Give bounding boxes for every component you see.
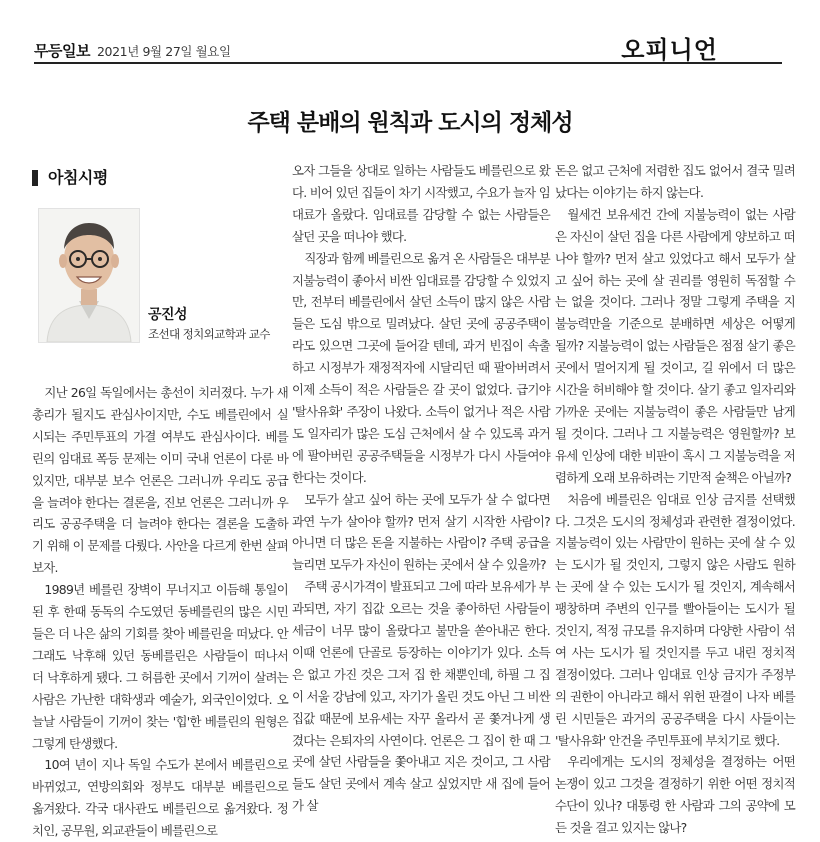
author-portrait-icon xyxy=(39,209,139,342)
author-affiliation: 조선대 정치외교학과 교수 xyxy=(148,327,270,341)
article-headline: 주택 분배의 원칙과 도시의 정체성 xyxy=(247,109,573,136)
paragraph: 10여 년이 지나 독일 수도가 본에서 베를린으로 바뀌었고, 연방의회와 정부도 대부분 베를린으로 옮겨왔다. 각국 대사관도 베를린으로 옮겨왔다. 정치인, 공무원, 외교관들이 베를린으로 xyxy=(32,757,288,839)
paragraph: 지난 26일 독일에서는 총선이 치러졌다. 누가 새 총리가 될지도 관심사이지만, 수도 베를린에서 실시되는 주민투표의 가결 여부도 관심사이다. 베를린의 임대료 폭등 문제는 이미 국내 언론이 다룬 바 있지만, 대부분 보수 언론은 그러니까 우리도 공급을 늘려야 한다는 결론을, 진보 언론은 그러니까 우리도 공공주택을 더 늘려야 한다는 결론을 도출하기 위해 이 문제를 다뤘다. 사안을 다르게 한번 살펴보자. xyxy=(32,385,288,576)
paragraph: 주택 공시가격이 발표되고 그에 따라 보유세가 부과되면, 자기 집값 오르는 것을 좋아하던 사람들이 세금이 너무 많이 올랐다고 불만을 쏟아내곤 한다. 이때 언론에 단골로 등장하는 이야기가 있다. 소득은 없고 가진 것은 그저 집 한 채뿐인데, 하필 그 집이 서울 강남에 있고, 자기가 올린 것도 아닌 그 비싼 집값 때문에 보유세는 자꾸 올라서 곧 쫓겨나게 생겼다는 은퇴자의 사연이다. 언론은 그 집이 한 때 그곳에 살던 사람들을 쫓아내고 지은 것이고, 그 사람들도 살던 곳에서 계속 살고 싶었지만 새 집에 들어가 살 xyxy=(292,579,550,814)
article-column-1 xyxy=(32,382,288,842)
article-column-3 xyxy=(555,160,795,836)
article-column-2 xyxy=(292,160,550,814)
paragraph: 모두가 살고 싶어 하는 곳에 모두가 살 수 없다면 과연 누가 살아야 할까? 먼저 살기 시작한 사람이? 아니면 더 많은 돈을 지불하는 사람이? 주택 공급을 늘리면 모두가 자신이 원하는 곳에서 살 수 있을까? xyxy=(292,491,550,573)
paragraph: 1989년 베를린 장벽이 무너지고 이듬해 통일이 된 후 한때 동독의 수도였던 동베를린의 많은 시민들은 더 나은 삶의 기회를 찾아 베를린을 떠났다. 안 그래도 낙후해 있던 동베를린은 사람들이 떠나서 더 낙후하게 됐다. 그 허름한 곳에서 기꺼이 살려는 사람은 가난한 대학생과 예술가, 외국인이었다. 오늘날 사람들이 기꺼이 찾는 '힙'한 베를린의 원형은 그렇게 탄생했다. xyxy=(32,582,288,751)
paragraph: 직장과 함께 베를린으로 옮겨 온 사람들은 대부분 지불능력이 좋아서 비싼 임대료를 감당할 수 있었지만, 전부터 베를린에서 살던 소득이 많지 않은 사람들은 도심 밖으로 밀려났다. 살던 곳에 공공주택이라도 있으면 그곳에 들어갈 텐데, 과거 빈집이 속출하고 시정부가 재정적자에 시달리던 때 팔아버려서 이제 소득이 적은 사람들은 갈 곳이 없었다. 급기야 '탈사유화' 주장이 나왔다. 소득이 없거나 적은 사람도 일자리가 많은 도심 근처에서 살 수 있도록 과거에 팔아버린 공공주택들을 시정부가 다시 사들여야 한다는 것이다. xyxy=(292,250,550,485)
newspaper-name: 무등일보 xyxy=(34,42,90,60)
author-name: 공진성 xyxy=(148,307,188,323)
publication-date: 2021년 9월 27일 월요일 xyxy=(97,44,231,59)
paragraph: 월세건 보유세건 간에 지불능력이 없는 사람은 자신이 살던 집을 다른 사람에게 양보하고 떠나야 할까? 먼저 살고 있었다고 해서 모두가 살고 싶어 하는 곳에 살 권리를 영원히 독점할 수는 없을 것이다. 그러나 정말 그렇게 주택을 지불능력만을 기준으로 분배하면 세상은 어떻게 될까? 지불능력이 없는 사람들은 점점 살기 좋은 곳에서 멀어지게 될 것이고, 길 위에서 더 많은 시간을 허비해야 할 것이다. 살기 좋고 일자리와 가까운 곳에는 지불능력이 좋은 사람들만 남게 될 것이다. 그러나 그 지불능력은 영원할까? 보유세 인상에 대한 비판이 혹시 그 지불능력을 저렴하게 오래 보유하려는 기만적 술책은 아닐까? xyxy=(555,206,795,485)
section-title: 오피니언 xyxy=(621,36,718,64)
paragraph: 오자 그들을 상대로 일하는 사람들도 베를린으로 왔다. 비어 있던 집들이 차기 시작했고, 수요가 늘자 임대료가 올랐다. 임대료를 감당할 수 없는 사람들은 살던 곳을 떠나야 했다. xyxy=(292,163,550,244)
column-rubric: 아침시평 xyxy=(32,170,108,186)
masthead xyxy=(34,26,782,64)
paragraph: 처음에 베를린은 임대료 인상 금지를 선택했다. 그것은 도시의 정체성과 관련한 결정이었다. 지불능력이 있는 사람만이 원하는 곳에 살 수 있는 도시가 될 것인지, 그렇지 않은 사람도 원하는 곳에 살 수 있는 도시가 될 것인지, 계속해서 팽창하며 주변의 인구를 빨아들이는 도시가 될 것인지, 적정 규모를 유지하며 다양한 사람이 섞여 사는 도시가 될 것인지를 두고 내린 정치적 결정이었다. 그러나 임대료 인상 금지가 주정부의 권한이 아니라고 해서 위헌 판결이 나자 베를린 시민들은 과거의 공공주택을 다시 사들이는 '탈사유화' 안건을 주민투표에 부치기로 했다. xyxy=(555,491,795,748)
paragraph: 우리에게는 도시의 정체성을 결정하는 어떤 논쟁이 있고 그것을 결정하기 위한 어떤 정치적 수단이 있나? 대통령 한 사람과 그의 공약에 모든 것을 걸고 있지는 않나? xyxy=(555,754,795,836)
paragraph: 돈은 없고 근처에 저렴한 집도 없어서 결국 밀려났다는 이야기는 하지 않는다. xyxy=(555,163,795,200)
author-photo xyxy=(38,208,140,343)
